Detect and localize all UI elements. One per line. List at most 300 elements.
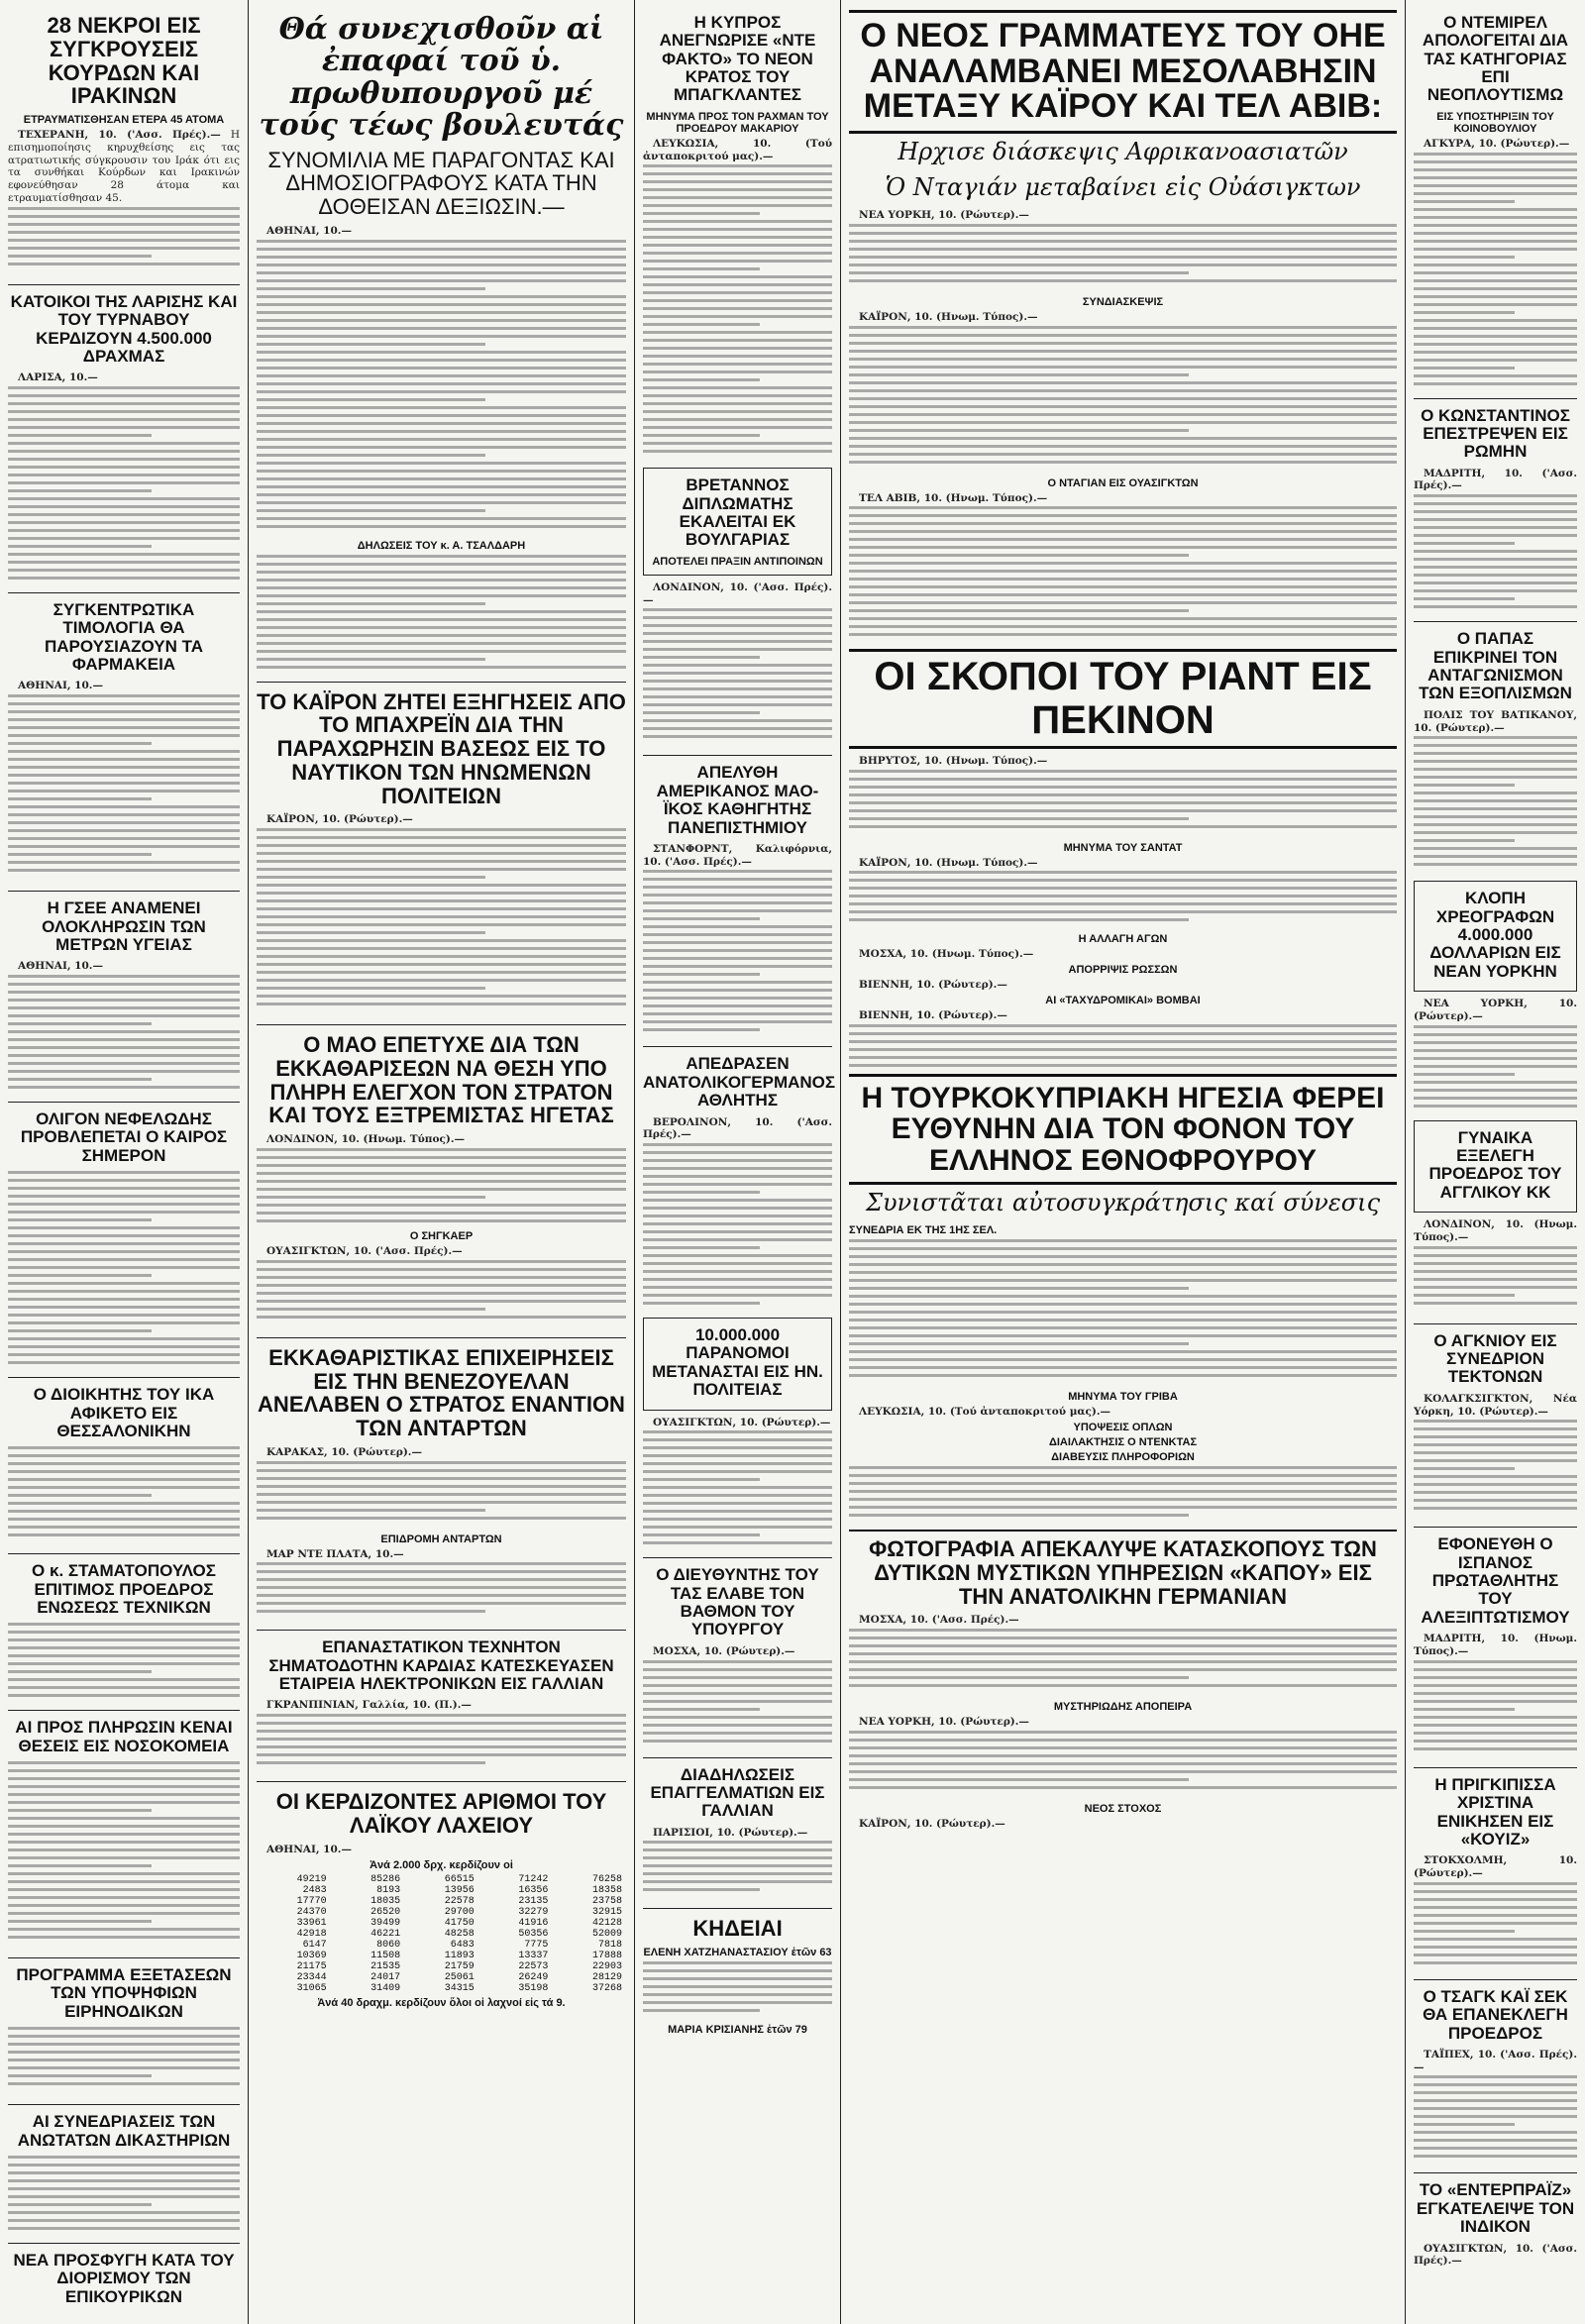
lotto-number: 85286	[370, 1873, 401, 1885]
article-text-block	[8, 1446, 240, 1545]
text-line	[8, 718, 240, 721]
headline: Η ΤΟΥΡΚΟΚΥΠΡΙΑΚΗ ΗΓΕΣΙΑ ΦΕΡΕΙ ΕΥΘΥΝΗΝ ΔΙΑ ΤΟΝ ΦΟΝΟΝ ΤΟΥ ΕΛΛΗΝΟΣ ΕΘΝΟΦΡΟΥΡΟΥ	[849, 1074, 1397, 1186]
dateline: ΜΟΣΧΑ, 10. (Ηνωμ. Τύπος).—	[859, 948, 1034, 961]
article-text-block	[849, 326, 1397, 475]
text-line	[8, 529, 240, 532]
lotto-row	[257, 1885, 626, 1896]
text-line	[643, 291, 832, 294]
text-line	[257, 517, 626, 520]
text-line	[257, 1578, 626, 1581]
text-line	[849, 570, 1397, 573]
text-line	[8, 1785, 240, 1788]
text-line	[849, 778, 1397, 781]
text-line	[1414, 1676, 1577, 1679]
text-line	[8, 1171, 240, 1174]
text-line	[643, 1486, 832, 1489]
text-line	[8, 1226, 240, 1229]
headline: ΑΙ ΠΡΟΣ ΠΛΗΡΩΣΙΝ ΚΕΝΑΙ ΘΕΣΕΙΣ ΕΙΣ ΝΟΣΟΚΟΜΕΙΑ	[15, 1718, 233, 1755]
text-line	[8, 255, 152, 258]
text-line	[643, 695, 832, 698]
text-line	[8, 1793, 240, 1796]
text-line	[849, 437, 1397, 440]
dateline: ΜΑΔΡΙΤΗ, 10. ('Ασσ. Πρές).—	[1414, 467, 1577, 492]
text-line	[1414, 153, 1577, 156]
text-line	[8, 505, 240, 508]
text-line	[8, 805, 240, 808]
kicker: ΕΙΣ ΥΠΟΣΤΗΡΙΞΙΝ ΤΟΥ ΚΟΙΝΟΒΟΥΛΙΟΥ	[1436, 110, 1554, 135]
text-line	[643, 1526, 832, 1529]
text-line	[1414, 2091, 1577, 2094]
headline: ΒΡΕΤΑΝΝΟΣ ΔΙΠΛΩΜΑΤΗΣ ΕΚΑΛΕΙΤΑΙ ΕΚ ΒΟΥΛΓΑΡΙΑΣ	[679, 475, 796, 550]
dateline: ΚΟΛΑΓΚΣΙΓΚΤΟΝ, Νέα Υόρκη, 10. (Ρώυτερ).—	[1414, 1392, 1577, 1418]
article-text-block	[643, 1660, 832, 1749]
article-text-block	[849, 871, 1397, 930]
lotto-number: 52009	[591, 1928, 622, 1940]
headline: Ο ΝΤΕΜΙΡΕΛ ΑΠΟΛΟΓΕΙΤΑΙ ΔΙΑ ΤΑΣ ΚΑΤΗΓΟΡΙΑΣ ΕΠΙ ΝΕΟΠΛΟΥΤΙΣΜΩ	[1422, 13, 1569, 105]
article-text-block	[257, 240, 626, 537]
dateline: ΒΕΡΟΛΙΝΟΝ, 10. ('Ασσ. Πρές).—	[643, 1115, 832, 1141]
text-line	[849, 240, 1397, 243]
text-line	[1414, 581, 1577, 584]
text-line	[849, 1474, 1397, 1477]
article-text-block	[643, 608, 832, 747]
text-line	[643, 878, 832, 881]
headline: ΤΟ «ΕΝΤΕΡΠΡΑΪΖ» ΕΓΚΑΤΕΛΕΙΨΕ ΤΟΝ ΙΝΔΙΚΟΝ	[1416, 2180, 1575, 2237]
text-line	[257, 279, 626, 282]
text-line	[849, 342, 1397, 345]
text-line	[849, 530, 1397, 533]
text-line	[257, 509, 485, 512]
column-5	[1406, 0, 1585, 2324]
text-line	[1414, 2131, 1577, 2134]
text-line	[643, 1872, 832, 1875]
text-line	[643, 2001, 832, 2004]
text-line	[1414, 2115, 1577, 2118]
text-line	[849, 633, 1397, 636]
text-line	[257, 1722, 626, 1725]
text-line	[643, 1199, 832, 1202]
text-line	[1414, 566, 1577, 569]
kicker: ΔΙΑΙΛΑΚΤΗΣΙΣ Ο ΝΤΕΝΚΤΑΣ	[1048, 1436, 1198, 1449]
text-line	[1414, 1668, 1577, 1671]
lotto-number: 23758	[591, 1895, 622, 1907]
text-line	[643, 1454, 832, 1457]
text-line	[1414, 847, 1577, 850]
text-line	[643, 1700, 832, 1703]
text-line	[643, 1541, 832, 1544]
text-line	[8, 247, 240, 250]
text-line	[8, 1014, 240, 1017]
text-line	[8, 263, 240, 265]
text-line	[849, 1024, 1397, 1027]
text-line	[849, 1263, 1397, 1266]
article-text-block	[849, 1731, 1397, 1800]
text-line	[1414, 319, 1577, 322]
text-line	[849, 801, 1397, 804]
lotto-number: 31065	[296, 1982, 327, 1994]
dateline: ΒΙΕΝΝΗ, 10. (Ρώυτερ).—	[859, 1009, 1007, 1022]
text-line	[8, 734, 240, 737]
column-2	[249, 0, 634, 2324]
text-line	[8, 821, 240, 824]
text-line	[257, 1730, 626, 1733]
text-line	[8, 1470, 240, 1473]
text-line	[8, 1880, 240, 1883]
dateline: ΠΟΛΙΣ ΤΟΥ ΒΑΤΙΚΑΝΟΥ, 10. (Ρώυτερ).—	[1414, 708, 1577, 734]
text-line	[257, 828, 626, 831]
column-3	[635, 0, 840, 2324]
text-line	[643, 1724, 832, 1727]
text-line	[643, 997, 832, 1000]
text-line	[849, 1247, 1397, 1250]
text-line	[643, 434, 760, 437]
text-line	[643, 299, 832, 302]
text-line	[8, 1062, 240, 1065]
dateline: ΜΟΣΧΑ, 10. (Ρώυτερ).—	[653, 1644, 795, 1657]
headline: ΟΛΙΓΟΝ ΝΕΦΕΛΩΔΗΣ ΠΡΟΒΛΕΠΕΤΑΙ Ο ΚΑΙΡΟΣ ΣΗΜΕΡΟΝ	[20, 1109, 228, 1165]
kicker: ΔΙΑΒΕΥΣΙΣ ΠΛΗΡΟΦΟΡΙΩΝ	[1051, 1451, 1195, 1464]
dateline: ΤΕΧΕΡΑΝΗ, 10. ('Ασσ. Πρές).—	[18, 129, 221, 141]
text-line	[8, 2187, 240, 2190]
text-line	[257, 634, 626, 637]
text-line	[8, 726, 240, 729]
article-text-block	[1414, 1660, 1577, 1759]
dateline: ΑΘΗΝΑΙ, 10.—	[266, 1843, 352, 1855]
text-line	[1414, 744, 1577, 747]
text-line	[8, 853, 152, 856]
text-line	[1414, 192, 1577, 195]
text-line	[643, 180, 832, 183]
text-line	[643, 870, 832, 873]
text-line	[257, 1196, 485, 1199]
text-line	[849, 232, 1397, 235]
text-line	[1414, 256, 1515, 259]
article-text-block	[643, 1841, 832, 1900]
text-line	[8, 1046, 240, 1049]
dateline: ΚΑΪΡΟΝ, 10. (Ηνωμ. Τύπος).—	[859, 856, 1038, 869]
text-line	[8, 1022, 152, 1025]
kicker: ΝΕΟΣ ΣΤΟΧΟΣ	[1084, 1802, 1162, 1815]
lotto-row	[257, 1929, 626, 1940]
lotto-number: 18035	[370, 1895, 401, 1907]
headline: ΝΕΑ ΠΡΟΣΦΥΓΗ ΚΑΤΑ ΤΟΥ ΔΙΟΡΙΣΜΟΥ ΤΩΝ ΕΠΙΚΟΥΡΙΚΩΝ	[13, 2250, 235, 2306]
text-line	[643, 727, 832, 730]
text-line	[257, 602, 485, 605]
text-line	[643, 204, 832, 207]
lead-subheadline: Ὁ Νταγιάν μεταβαίνει εἰς Οὐάσιγκτων	[885, 173, 1361, 202]
text-line	[257, 955, 626, 958]
lotto-number: 22573	[518, 1960, 549, 1972]
text-line	[849, 514, 1397, 517]
text-line	[8, 869, 240, 872]
headline: Η ΚΥΠΡΟΣ ΑΝΕΓΝΩΡΙΣΕ «ΝΤΕ ΦΑΚΤΟ» ΤΟ ΝΕΟΝ ΚΡΑΤΟΣ ΤΟΥ ΜΠΑΓΚΛΑΝΤΕΣ	[659, 13, 816, 105]
text-line	[1414, 1089, 1577, 1092]
text-line	[643, 886, 832, 889]
lotto-number: 31409	[370, 1982, 401, 1994]
lotto-number: 46221	[370, 1928, 401, 1940]
subheadline: Συνιστᾶται αὐτοσυγκράτησις καί σύνεσις	[865, 1189, 1381, 1217]
text-line	[849, 1770, 1397, 1773]
text-line	[849, 770, 1397, 773]
text-line	[849, 825, 1397, 828]
text-line	[257, 884, 626, 887]
text-line	[257, 406, 626, 409]
text-line	[643, 1510, 832, 1513]
lotto-number: 25061	[444, 1971, 475, 1983]
text-line	[8, 223, 240, 226]
text-line	[849, 256, 1397, 259]
lotto-number: 23135	[518, 1895, 549, 1907]
text-line	[643, 1028, 760, 1031]
lotto-number: 26520	[370, 1906, 401, 1918]
text-line	[257, 256, 626, 259]
text-line	[257, 525, 626, 528]
text-line	[1414, 2107, 1577, 2110]
text-line	[8, 410, 240, 413]
text-line	[643, 1270, 832, 1273]
text-line	[643, 1841, 832, 1844]
text-line	[1414, 752, 1577, 755]
text-line	[257, 1610, 485, 1613]
text-line	[8, 474, 240, 476]
text-line	[1414, 768, 1577, 771]
text-line	[1414, 303, 1577, 306]
dateline: ΤΑΪΠΕΧ, 10. ('Ασσ. Πρές).—	[1414, 2048, 1577, 2073]
text-line	[8, 1801, 240, 1804]
article-text-block	[643, 164, 832, 462]
text-line	[8, 2043, 240, 2046]
dateline: ΜΟΣΧΑ, 10. ('Ασσ. Πρές).—	[859, 1614, 1019, 1627]
text-line	[1414, 1890, 1577, 1893]
text-line	[8, 1825, 240, 1828]
text-line	[8, 790, 240, 792]
headline: ΤΟ ΚΑΪΡΟΝ ΖΗΤΕΙ ΕΞΗΓΗΣΕΙΣ ΑΠΟ ΤΟ ΜΠΑΧΡΕΪΝ ΔΙΑ ΤΗΝ ΠΑΡΑΧΩΡΗΣΙΝ ΒΑΣΕΩΣ ΕΙΣ ΤΟ ΝΑΥΤΙΚΟΝ ΤΩΝ ΗΝΩΜΕΝΩΝ ΠΟΛΙΤΕΙΩΝ	[257, 688, 626, 808]
text-line	[257, 240, 626, 243]
kicker: ΜΥΣΤΗΡΙΩΔΗΣ ΑΠΟΠΕΙΡΑ	[1053, 1701, 1193, 1714]
text-line	[1414, 374, 1577, 377]
text-line	[643, 949, 832, 952]
article-text-block	[257, 828, 626, 1016]
article-text-block	[257, 1562, 626, 1622]
lotto-number: 7775	[524, 1939, 549, 1951]
text-line	[849, 389, 1397, 392]
text-line	[849, 1048, 1397, 1051]
text-line	[849, 1746, 1397, 1749]
text-line	[257, 594, 626, 597]
text-line	[1414, 1443, 1577, 1446]
text-line	[8, 1266, 240, 1269]
article-text-block	[1414, 2075, 1577, 2165]
text-line	[8, 1856, 240, 1859]
text-line	[1414, 792, 1577, 794]
text-line	[257, 836, 626, 839]
text-line	[643, 172, 832, 175]
text-line	[643, 1668, 832, 1671]
text-line	[849, 1255, 1397, 1258]
lotto-row	[257, 1918, 626, 1929]
text-line	[257, 571, 626, 574]
lotto-number: 66515	[444, 1873, 475, 1885]
text-line	[8, 569, 240, 572]
text-line	[8, 1533, 240, 1536]
text-line	[643, 1446, 832, 1449]
lotto-row	[257, 1874, 626, 1885]
text-line	[257, 1570, 626, 1573]
text-line	[8, 481, 240, 484]
article-text-block	[8, 1623, 240, 1702]
text-line	[8, 386, 240, 389]
lotto-number: 48258	[444, 1928, 475, 1940]
text-line	[849, 554, 1189, 557]
text-line	[257, 303, 626, 306]
article-text-block	[643, 1143, 832, 1312]
text-line	[643, 386, 832, 389]
text-line	[643, 1159, 832, 1162]
text-line	[643, 402, 832, 405]
text-line	[8, 1646, 240, 1649]
text-line	[8, 1912, 240, 1915]
text-line	[643, 370, 832, 373]
text-line	[8, 1769, 240, 1772]
text-line	[1414, 1302, 1577, 1305]
text-line	[1414, 1740, 1577, 1743]
lotto-footer: Ἀνά 40 δραχμ. κερδίζουν ὅλοι οἱ λαχνοί εἰς τά 9.	[317, 1996, 566, 2009]
lotto-number: 22578	[444, 1895, 475, 1907]
text-line	[257, 555, 626, 558]
text-line	[849, 817, 1189, 820]
text-line	[8, 1928, 240, 1931]
lotto-number: 41916	[518, 1917, 549, 1929]
text-line	[643, 418, 832, 421]
lead-headline: Ο ΝΕΟΣ ΓΡΑΜΜΑΤΕΥΣ ΤΟΥ ΟΗΕ ΑΝΑΛΑΜΒΑΝΕΙ ΜΕΣΟΛΑΒΗΣΙΝ ΜΕΤΑΞΥ ΚΑΪΡΟΥ ΚΑΙ ΤΕΛ ΑΒΙΒ:	[849, 10, 1397, 134]
text-line	[643, 616, 832, 619]
text-line	[849, 1676, 1189, 1679]
lotto-number: 17888	[591, 1950, 622, 1961]
text-line	[643, 901, 832, 904]
lotto-number: 24017	[370, 1971, 401, 1983]
text-line	[8, 1462, 240, 1465]
text-line	[8, 991, 240, 994]
text-line	[1414, 1507, 1577, 1510]
text-line	[1414, 1065, 1577, 1068]
text-line	[849, 445, 1397, 448]
headline: 10.000.000 ΠΑΡΑΝΟΜΟΙ ΜΕΤΑΝΑΣΤΑΙ ΕΙΣ ΗΝ. ΠΟΛΙΤΕΙΑΣ	[652, 1325, 823, 1400]
text-line	[257, 939, 626, 942]
text-line	[8, 829, 240, 832]
article-text-block	[8, 2156, 240, 2235]
lotto-number: 42918	[296, 1928, 327, 1940]
text-line	[8, 553, 240, 556]
text-line	[643, 909, 832, 912]
text-line	[8, 1234, 240, 1237]
text-line	[8, 742, 152, 745]
text-line	[1414, 1286, 1577, 1289]
text-line	[849, 918, 1189, 921]
text-line	[1414, 1041, 1577, 1044]
article-text-block	[1414, 1025, 1577, 1114]
text-line	[643, 656, 760, 659]
headline: ΦΩΤΟΓΡΑΦΙΑ ΑΠΕΚΑΛΥΨΕ ΚΑΤΑΣΚΟΠΟΥΣ ΤΩΝ ΔΥΤΙΚΩΝ ΜΥΣΤΙΚΩΝ ΥΠΗΡΕΣΙΩΝ «ΚΑΠΟΥ» ΕΙΣ ΤΗΝ ΑΝΑΤΟΛΙΚΗΝ ΓΕΡΜΑΝΙΑΝ	[849, 1530, 1397, 1608]
text-line	[257, 1509, 485, 1512]
text-line	[257, 1003, 626, 1005]
text-line	[849, 871, 1397, 874]
text-line	[643, 1684, 832, 1687]
article-text-block	[849, 1024, 1397, 1074]
text-line	[8, 837, 240, 840]
text-line	[849, 1040, 1397, 1043]
kicker: ΑΠΟΤΕΛΕΙ ΠΡΑΞΙΝ ΑΝΤΙΠΟΙΝΩΝ	[652, 555, 823, 568]
text-line	[643, 260, 832, 263]
lotto-number: 24370	[296, 1906, 327, 1918]
text-line	[8, 418, 240, 421]
text-line	[1414, 200, 1515, 203]
dateline: ΚΑΡΑΚΑΣ, 10. (Ρώυτερ).—	[266, 1445, 422, 1458]
text-line	[1414, 1073, 1515, 1076]
article-text-block	[849, 1239, 1397, 1388]
lotto-number: 76258	[591, 1873, 622, 1885]
lotto-number: 50356	[518, 1928, 549, 1940]
text-line	[849, 1287, 1189, 1290]
text-line	[8, 2027, 240, 2030]
text-line	[8, 1038, 240, 1041]
text-line	[643, 196, 832, 199]
text-line	[8, 1694, 240, 1697]
lotto-row	[257, 1972, 626, 1983]
text-line	[643, 672, 832, 675]
headline: ΕΚΚΑΘΑΡΙΣΤΙΚΑΣ ΕΠΙΧΕΙΡΗΣΕΙΣ ΕΙΣ ΤΗΝ ΒΕΝΕΖΟΥΕΛΑΝ ΑΝΕΛΑΒΕΝ Ο ΣΤΡΑΤΟΣ ΕΝΑΝΤΙΟΝ ΤΩΝ ΑΝΤΑΡΤΩΝ	[258, 1344, 625, 1440]
text-line	[643, 1430, 832, 1433]
column-1	[0, 0, 248, 2324]
text-line	[1414, 518, 1577, 521]
text-line	[8, 1086, 240, 1089]
text-line	[8, 1686, 240, 1689]
text-line	[1414, 1420, 1577, 1423]
text-line	[1414, 494, 1577, 497]
text-line	[8, 458, 240, 461]
text-line	[257, 1212, 626, 1215]
dateline: ΝΕΑ ΥΟΡΚΗ, 10. (Ρώυτερ).—	[859, 209, 1029, 222]
text-line	[1414, 1898, 1577, 1901]
article-text-block	[1414, 1882, 1577, 1971]
dateline: ΚΑΪΡΟΝ, 10. (Ρώυτερ).—	[859, 1817, 1005, 1830]
lotto-number: 18358	[591, 1884, 622, 1896]
lotto-number: 71242	[518, 1873, 549, 1885]
text-line	[8, 489, 152, 492]
text-line	[643, 1533, 760, 1536]
text-line	[8, 1864, 152, 1867]
dateline: ΑΘΗΝΑΙ, 10.—	[18, 960, 103, 973]
text-line	[1414, 216, 1577, 219]
text-line	[643, 965, 832, 968]
text-line	[257, 642, 626, 645]
text-line	[643, 220, 832, 223]
text-line	[643, 648, 832, 651]
text-line	[257, 1485, 626, 1488]
text-line	[257, 311, 626, 314]
text-line	[849, 1684, 1397, 1687]
text-line	[8, 975, 240, 978]
lotto-number: 37268	[591, 1982, 622, 1994]
text-line	[643, 981, 832, 984]
text-line	[257, 351, 626, 354]
lotto-number: 17770	[296, 1895, 327, 1907]
text-line	[8, 1454, 240, 1457]
text-line	[257, 868, 626, 871]
text-line	[643, 442, 832, 445]
text-line	[8, 450, 240, 453]
lotto-number: 13337	[518, 1950, 549, 1961]
text-line	[849, 453, 1397, 456]
